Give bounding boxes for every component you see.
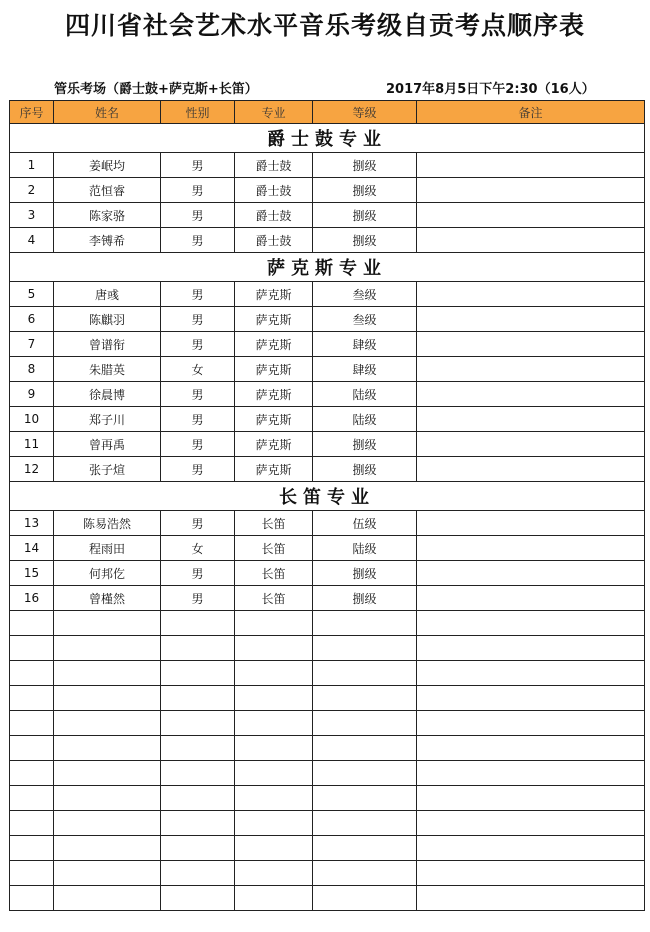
empty-cell — [10, 861, 54, 886]
empty-cell — [161, 711, 235, 736]
header-cell-gender: 性别 — [161, 101, 235, 124]
cell-name: 陈易浩然 — [54, 511, 161, 536]
cell-name: 张子煊 — [54, 457, 161, 482]
empty-cell — [10, 761, 54, 786]
cell-notes — [417, 307, 645, 332]
empty-cell — [417, 811, 645, 836]
cell-level: 捌级 — [313, 457, 417, 482]
empty-row — [10, 811, 645, 836]
cell-notes — [417, 407, 645, 432]
empty-row — [10, 711, 645, 736]
empty-row — [10, 686, 645, 711]
empty-row — [10, 761, 645, 786]
empty-cell — [54, 636, 161, 661]
cell-gender: 男 — [161, 203, 235, 228]
header-row — [10, 101, 645, 124]
empty-cell — [313, 611, 417, 636]
exam-venue: 管乐考场（爵士鼓+萨克斯+长笛） — [54, 82, 258, 97]
empty-cell — [10, 661, 54, 686]
cell-notes — [417, 382, 645, 407]
empty-cell — [313, 736, 417, 761]
cell-major: 萨克斯 — [235, 282, 313, 307]
empty-cell — [235, 811, 313, 836]
cell-level: 捌级 — [313, 561, 417, 586]
section-row — [10, 124, 645, 153]
cell-level: 捌级 — [313, 153, 417, 178]
empty-cell — [10, 686, 54, 711]
empty-cell — [313, 711, 417, 736]
table-row — [10, 432, 645, 457]
empty-cell — [161, 786, 235, 811]
cell-notes — [417, 228, 645, 253]
empty-cell — [417, 886, 645, 911]
cell-no: 8 — [10, 357, 54, 382]
empty-cell — [54, 836, 161, 861]
empty-cell — [10, 836, 54, 861]
schedule-table — [9, 100, 645, 911]
empty-cell — [161, 636, 235, 661]
cell-gender: 男 — [161, 153, 235, 178]
cell-major: 爵士鼓 — [235, 153, 313, 178]
section-title: 长笛专业 — [10, 482, 645, 511]
header-cell-notes: 备注 — [417, 101, 645, 124]
empty-row — [10, 661, 645, 686]
section-title: 萨克斯专业 — [10, 253, 645, 282]
empty-cell — [313, 636, 417, 661]
cell-name: 陈家骆 — [54, 203, 161, 228]
cell-gender: 男 — [161, 586, 235, 611]
empty-cell — [235, 711, 313, 736]
subheader — [0, 78, 650, 96]
cell-notes — [417, 432, 645, 457]
empty-row — [10, 736, 645, 761]
empty-cell — [161, 736, 235, 761]
empty-cell — [235, 611, 313, 636]
cell-major: 萨克斯 — [235, 357, 313, 382]
table-row — [10, 228, 645, 253]
empty-cell — [161, 886, 235, 911]
empty-cell — [161, 861, 235, 886]
cell-major: 爵士鼓 — [235, 203, 313, 228]
cell-notes — [417, 586, 645, 611]
empty-cell — [313, 811, 417, 836]
cell-gender: 男 — [161, 561, 235, 586]
header-cell-level: 等级 — [313, 101, 417, 124]
empty-cell — [417, 636, 645, 661]
cell-no: 1 — [10, 153, 54, 178]
empty-cell — [235, 636, 313, 661]
header-cell-name: 姓名 — [54, 101, 161, 124]
empty-cell — [10, 811, 54, 836]
cell-notes — [417, 153, 645, 178]
cell-notes — [417, 282, 645, 307]
cell-no: 13 — [10, 511, 54, 536]
cell-name: 姜岷均 — [54, 153, 161, 178]
cell-level: 陆级 — [313, 407, 417, 432]
table-row — [10, 457, 645, 482]
empty-cell — [54, 786, 161, 811]
cell-name: 曾谱衔 — [54, 332, 161, 357]
cell-level: 捌级 — [313, 432, 417, 457]
empty-cell — [235, 661, 313, 686]
cell-major: 爵士鼓 — [235, 228, 313, 253]
empty-cell — [313, 661, 417, 686]
empty-cell — [417, 661, 645, 686]
cell-level: 捌级 — [313, 178, 417, 203]
cell-gender: 男 — [161, 282, 235, 307]
empty-cell — [54, 886, 161, 911]
cell-name: 曾再禹 — [54, 432, 161, 457]
empty-cell — [313, 861, 417, 886]
empty-cell — [10, 611, 54, 636]
empty-cell — [54, 736, 161, 761]
cell-gender: 男 — [161, 457, 235, 482]
empty-cell — [417, 836, 645, 861]
cell-level: 肆级 — [313, 332, 417, 357]
cell-level: 肆级 — [313, 357, 417, 382]
cell-name: 李镈希 — [54, 228, 161, 253]
header-cell-no: 序号 — [10, 101, 54, 124]
section-title: 爵士鼓专业 — [10, 124, 645, 153]
table-row — [10, 382, 645, 407]
cell-major: 长笛 — [235, 511, 313, 536]
cell-gender: 男 — [161, 432, 235, 457]
empty-cell — [161, 811, 235, 836]
cell-notes — [417, 536, 645, 561]
cell-no: 16 — [10, 586, 54, 611]
empty-cell — [161, 686, 235, 711]
empty-cell — [235, 786, 313, 811]
empty-cell — [313, 761, 417, 786]
cell-major: 萨克斯 — [235, 382, 313, 407]
exam-time: 2017年8月5日下午2:30（16人） — [386, 82, 595, 97]
cell-name: 曾槿然 — [54, 586, 161, 611]
empty-cell — [54, 661, 161, 686]
empty-row — [10, 886, 645, 911]
empty-cell — [417, 786, 645, 811]
empty-cell — [417, 686, 645, 711]
table-row — [10, 357, 645, 382]
empty-row — [10, 611, 645, 636]
cell-gender: 男 — [161, 228, 235, 253]
cell-no: 11 — [10, 432, 54, 457]
empty-row — [10, 836, 645, 861]
empty-cell — [54, 686, 161, 711]
cell-gender: 男 — [161, 178, 235, 203]
empty-cell — [54, 711, 161, 736]
table-row — [10, 407, 645, 432]
page-title: 四川省社会艺术水平音乐考级自贡考点顺序表 — [64, 11, 585, 40]
empty-cell — [235, 861, 313, 886]
cell-no: 12 — [10, 457, 54, 482]
cell-no: 10 — [10, 407, 54, 432]
cell-notes — [417, 332, 645, 357]
cell-major: 萨克斯 — [235, 332, 313, 357]
cell-major: 萨克斯 — [235, 457, 313, 482]
cell-no: 14 — [10, 536, 54, 561]
cell-name: 范恒睿 — [54, 178, 161, 203]
cell-no: 7 — [10, 332, 54, 357]
cell-level: 伍级 — [313, 511, 417, 536]
header-cell-major: 专业 — [235, 101, 313, 124]
cell-gender: 女 — [161, 357, 235, 382]
empty-cell — [235, 836, 313, 861]
cell-gender: 男 — [161, 307, 235, 332]
cell-gender: 男 — [161, 511, 235, 536]
table-row — [10, 586, 645, 611]
cell-no: 6 — [10, 307, 54, 332]
empty-cell — [313, 686, 417, 711]
section-row — [10, 253, 645, 282]
empty-cell — [313, 886, 417, 911]
cell-name: 程雨田 — [54, 536, 161, 561]
table-row — [10, 203, 645, 228]
cell-gender: 男 — [161, 407, 235, 432]
cell-name: 朱腊英 — [54, 357, 161, 382]
section-row — [10, 482, 645, 511]
table-row — [10, 536, 645, 561]
empty-cell — [313, 836, 417, 861]
empty-cell — [417, 861, 645, 886]
empty-cell — [417, 611, 645, 636]
cell-level: 捌级 — [313, 228, 417, 253]
cell-gender: 男 — [161, 382, 235, 407]
cell-name: 郑子川 — [54, 407, 161, 432]
empty-cell — [235, 886, 313, 911]
empty-cell — [10, 886, 54, 911]
cell-level: 陆级 — [313, 536, 417, 561]
empty-cell — [235, 736, 313, 761]
cell-no: 15 — [10, 561, 54, 586]
empty-cell — [54, 761, 161, 786]
cell-name: 徐晨博 — [54, 382, 161, 407]
cell-level: 叁级 — [313, 307, 417, 332]
cell-notes — [417, 511, 645, 536]
table-body — [10, 124, 645, 911]
cell-notes — [417, 357, 645, 382]
cell-major: 萨克斯 — [235, 407, 313, 432]
table-row — [10, 307, 645, 332]
cell-major: 长笛 — [235, 561, 313, 586]
empty-cell — [10, 711, 54, 736]
cell-no: 2 — [10, 178, 54, 203]
empty-cell — [10, 786, 54, 811]
cell-major: 萨克斯 — [235, 432, 313, 457]
table-row — [10, 561, 645, 586]
cell-notes — [417, 203, 645, 228]
cell-major: 长笛 — [235, 586, 313, 611]
table-row — [10, 153, 645, 178]
cell-name: 唐彧 — [54, 282, 161, 307]
empty-cell — [417, 736, 645, 761]
table-row — [10, 282, 645, 307]
table-row — [10, 178, 645, 203]
cell-gender: 女 — [161, 536, 235, 561]
cell-no: 4 — [10, 228, 54, 253]
empty-cell — [313, 786, 417, 811]
empty-cell — [417, 711, 645, 736]
empty-cell — [161, 611, 235, 636]
cell-major: 长笛 — [235, 536, 313, 561]
empty-row — [10, 861, 645, 886]
empty-cell — [54, 611, 161, 636]
cell-no: 9 — [10, 382, 54, 407]
cell-name: 陈麒羽 — [54, 307, 161, 332]
cell-major: 爵士鼓 — [235, 178, 313, 203]
empty-cell — [235, 761, 313, 786]
cell-gender: 男 — [161, 332, 235, 357]
empty-cell — [10, 636, 54, 661]
cell-level: 叁级 — [313, 282, 417, 307]
cell-major: 萨克斯 — [235, 307, 313, 332]
cell-notes — [417, 178, 645, 203]
empty-cell — [161, 661, 235, 686]
table-row — [10, 332, 645, 357]
empty-row — [10, 636, 645, 661]
cell-no: 3 — [10, 203, 54, 228]
cell-level: 捌级 — [313, 203, 417, 228]
empty-cell — [235, 686, 313, 711]
cell-level: 陆级 — [313, 382, 417, 407]
empty-cell — [54, 811, 161, 836]
cell-name: 何邦仡 — [54, 561, 161, 586]
cell-level: 捌级 — [313, 586, 417, 611]
empty-cell — [54, 861, 161, 886]
cell-no: 5 — [10, 282, 54, 307]
table-row — [10, 511, 645, 536]
cell-notes — [417, 561, 645, 586]
empty-cell — [417, 761, 645, 786]
empty-row — [10, 786, 645, 811]
empty-cell — [10, 736, 54, 761]
empty-cell — [161, 761, 235, 786]
empty-cell — [161, 836, 235, 861]
cell-notes — [417, 457, 645, 482]
